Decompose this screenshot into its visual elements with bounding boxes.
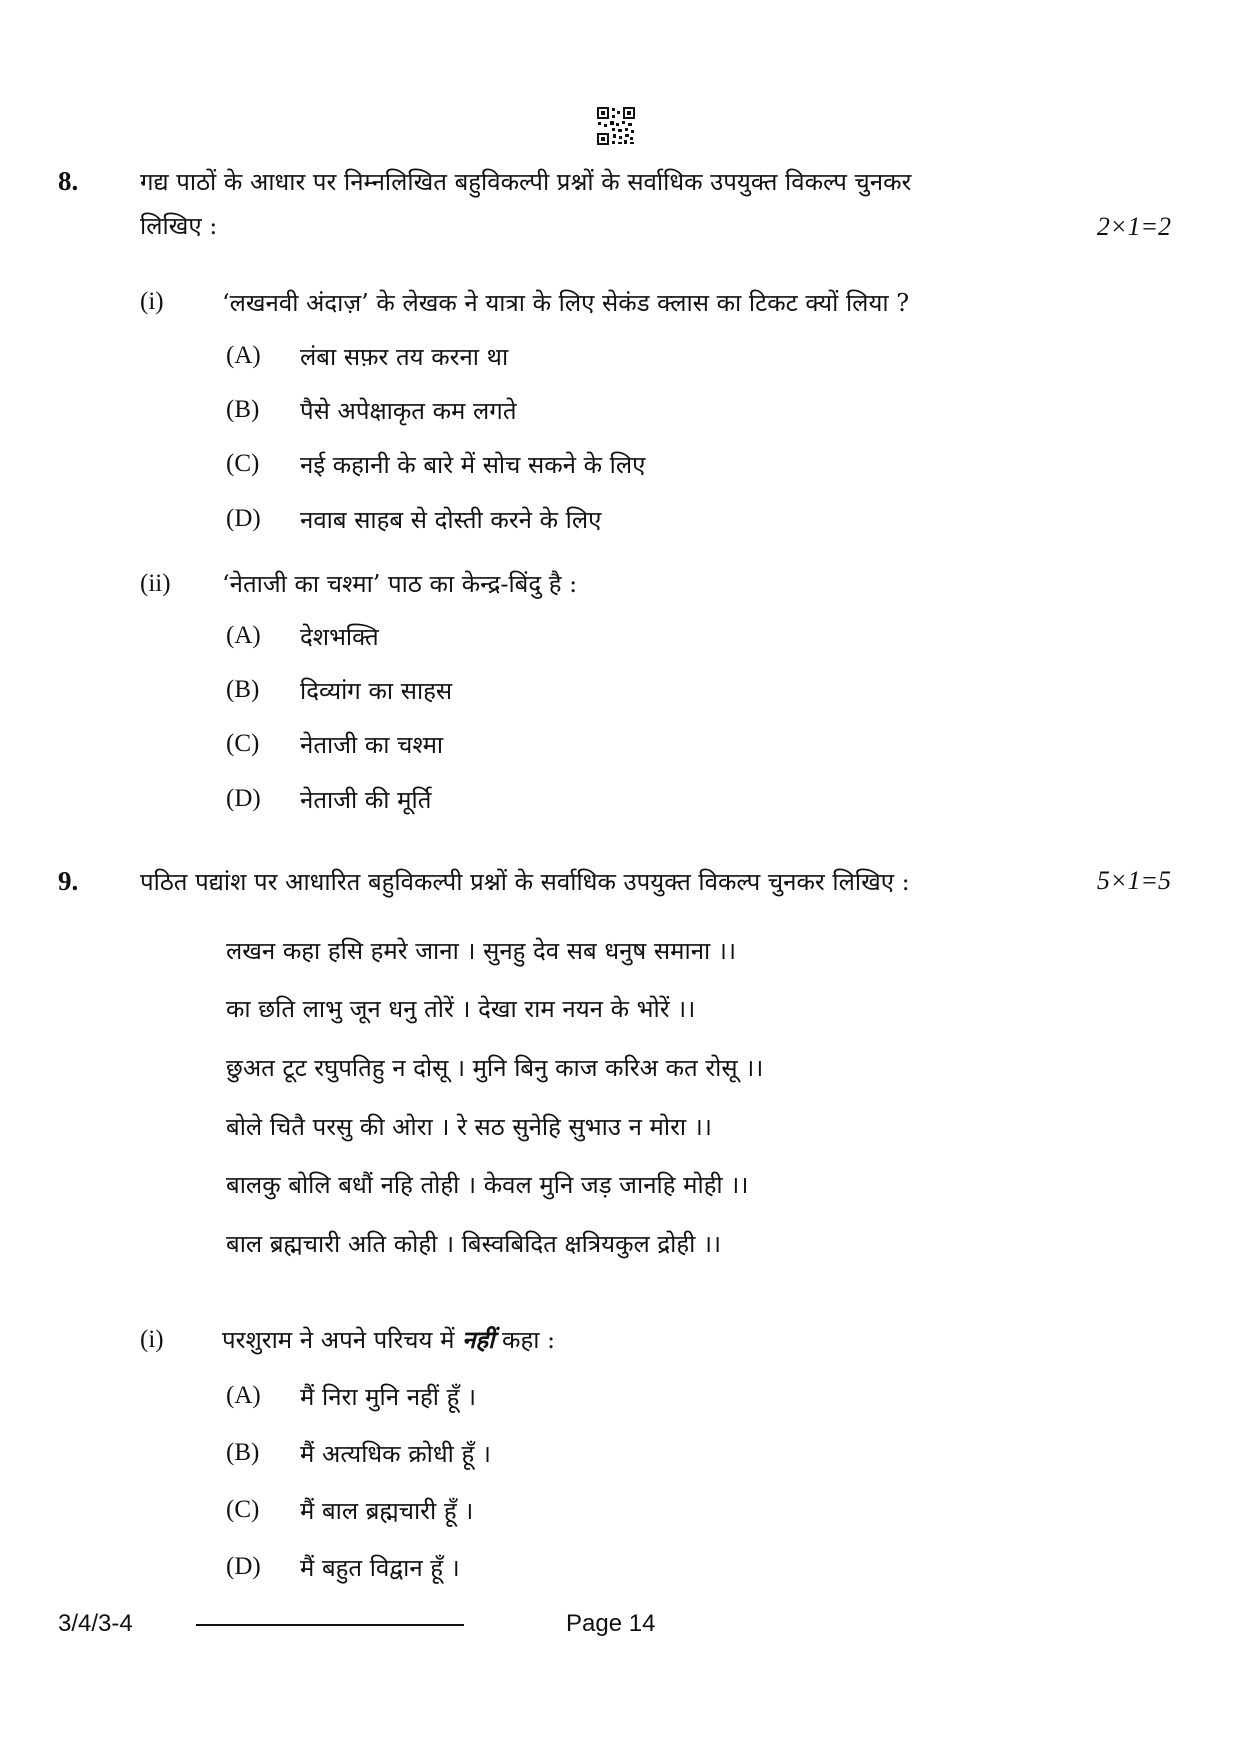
q8-sub-1-option-c-label: (C) [226, 450, 260, 477]
q8-sub-2-question: ‘नेताजी का चश्मा’ पाठ का केन्द्र-बिंदु है : [222, 570, 578, 598]
q8-sub-2-option-b-label: (B) [226, 676, 260, 703]
q8-sub-2-option-c-text: नेताजी का चश्मा [300, 731, 444, 759]
verse-line-2: का छति लाभु जून धनु तोरें । देखा राम नयन के भोरें ।। [226, 995, 696, 1023]
q9-sub-1-option-b-text: मैं अत्यधिक क्रोधी हूँ । [300, 1440, 491, 1468]
verse-line-5: बालकु बोलि बधौं नहि तोही । केवल मुनि जड़ जानहि मोही ।। [226, 1171, 749, 1199]
footer-paper-code: 3/4/3-4 [58, 1610, 133, 1637]
verse-line-3: छुअत टूट रघुपतिहु न दोसू । मुनि बिनु काज करिअ कत रोसू ।। [226, 1054, 764, 1082]
q8-sub-2-option-d-label: (D) [226, 785, 261, 812]
q8-sub-2-option-b-text: दिव्यांग का साहस [300, 677, 453, 705]
q8-sub-1-question: ‘लखनवी अंदाज़’ के लेखक ने यात्रा के लिए सेकंड क्लास का टिकट क्यों लिया ? [222, 289, 910, 317]
footer-page-number: Page 14 [566, 1610, 656, 1637]
question-8-text-line-1: गद्य पाठों के आधार पर निम्नलिखित बहुविकल्पी प्रश्नों के सर्वाधिक उपयुक्त विकल्प चुनकर [140, 168, 912, 196]
q9-sub-1-option-c-text: मैं बाल ब्रह्मचारी हूँ । [300, 1497, 474, 1525]
question-9-marks: 5×1=5 [1096, 866, 1171, 895]
q9-sub-1-label: (i) [140, 1326, 164, 1353]
q8-sub-1-option-d-label: (D) [226, 505, 261, 532]
question-9-text: पठित पद्यांश पर आधारित बहुविकल्पी प्रश्नों के सर्वाधिक उपयुक्त विकल्प चुनकर लिखिए : [140, 868, 910, 896]
q8-sub-1-option-a-text: लंबा सफ़र तय करना था [300, 343, 509, 371]
q9-sub-1-option-d-label: (D) [226, 1553, 261, 1580]
question-8-number: 8. [58, 166, 79, 196]
qr-code-icon [596, 106, 636, 146]
verse-line-4: बोले चितै परसु की ओरा । रे सठ सुनेहि सुभाउ न मोरा ।। [226, 1113, 712, 1141]
verse-line-6: बाल ब्रह्मचारी अति कोही । बिस्वबिदित क्षत्रियकुल द्रोही ।। [226, 1230, 722, 1258]
q8-sub-1-option-b-text: पैसे अपेक्षाकृत कम लगते [300, 397, 517, 425]
footer-divider [196, 1624, 464, 1626]
q8-sub-1-label: (i) [140, 288, 164, 315]
verse-line-1: लखन कहा हसि हमरे जाना । सुनहु देव सब धनुष समाना ।। [226, 937, 737, 965]
q8-sub-2-option-c-label: (C) [226, 730, 260, 757]
q9-sub-1-option-a-label: (A) [226, 1382, 261, 1409]
q8-sub-2-option-a-label: (A) [226, 622, 261, 649]
q8-sub-2-label: (ii) [140, 570, 171, 597]
q9-sub-1-option-d-text: मैं बहुत विद्वान हूँ । [300, 1554, 460, 1582]
question-8-marks: 2×1=2 [1096, 212, 1171, 241]
q8-sub-2-option-d-text: नेताजी की मूर्ति [300, 786, 432, 814]
q9-sub-1-option-c-label: (C) [226, 1496, 260, 1523]
q9-sub-1-question-emphasis: नहीं [462, 1325, 495, 1354]
q9-sub-1-question-after: कहा : [502, 1326, 556, 1354]
q9-sub-1-question-before: परशुराम ने अपने परिचय में [222, 1326, 455, 1354]
q9-sub-1-question [222, 1318, 555, 1362]
q8-sub-1-option-c-text: नई कहानी के बारे में सोच सकने के लिए [300, 451, 646, 479]
q9-sub-1-option-a-text: मैं निरा मुनि नहीं हूँ । [300, 1383, 477, 1411]
q8-sub-1-option-a-label: (A) [226, 342, 261, 369]
q8-sub-1-option-b-label: (B) [226, 396, 260, 423]
q8-sub-2-option-a-text: देशभक्ति [300, 623, 379, 651]
q9-sub-1-option-b-label: (B) [226, 1439, 260, 1466]
question-8-text-line-2: लिखिए : [140, 212, 218, 240]
q8-sub-1-option-d-text: नवाब साहब से दोस्ती करने के लिए [300, 506, 602, 534]
question-9-number: 9. [58, 866, 79, 896]
